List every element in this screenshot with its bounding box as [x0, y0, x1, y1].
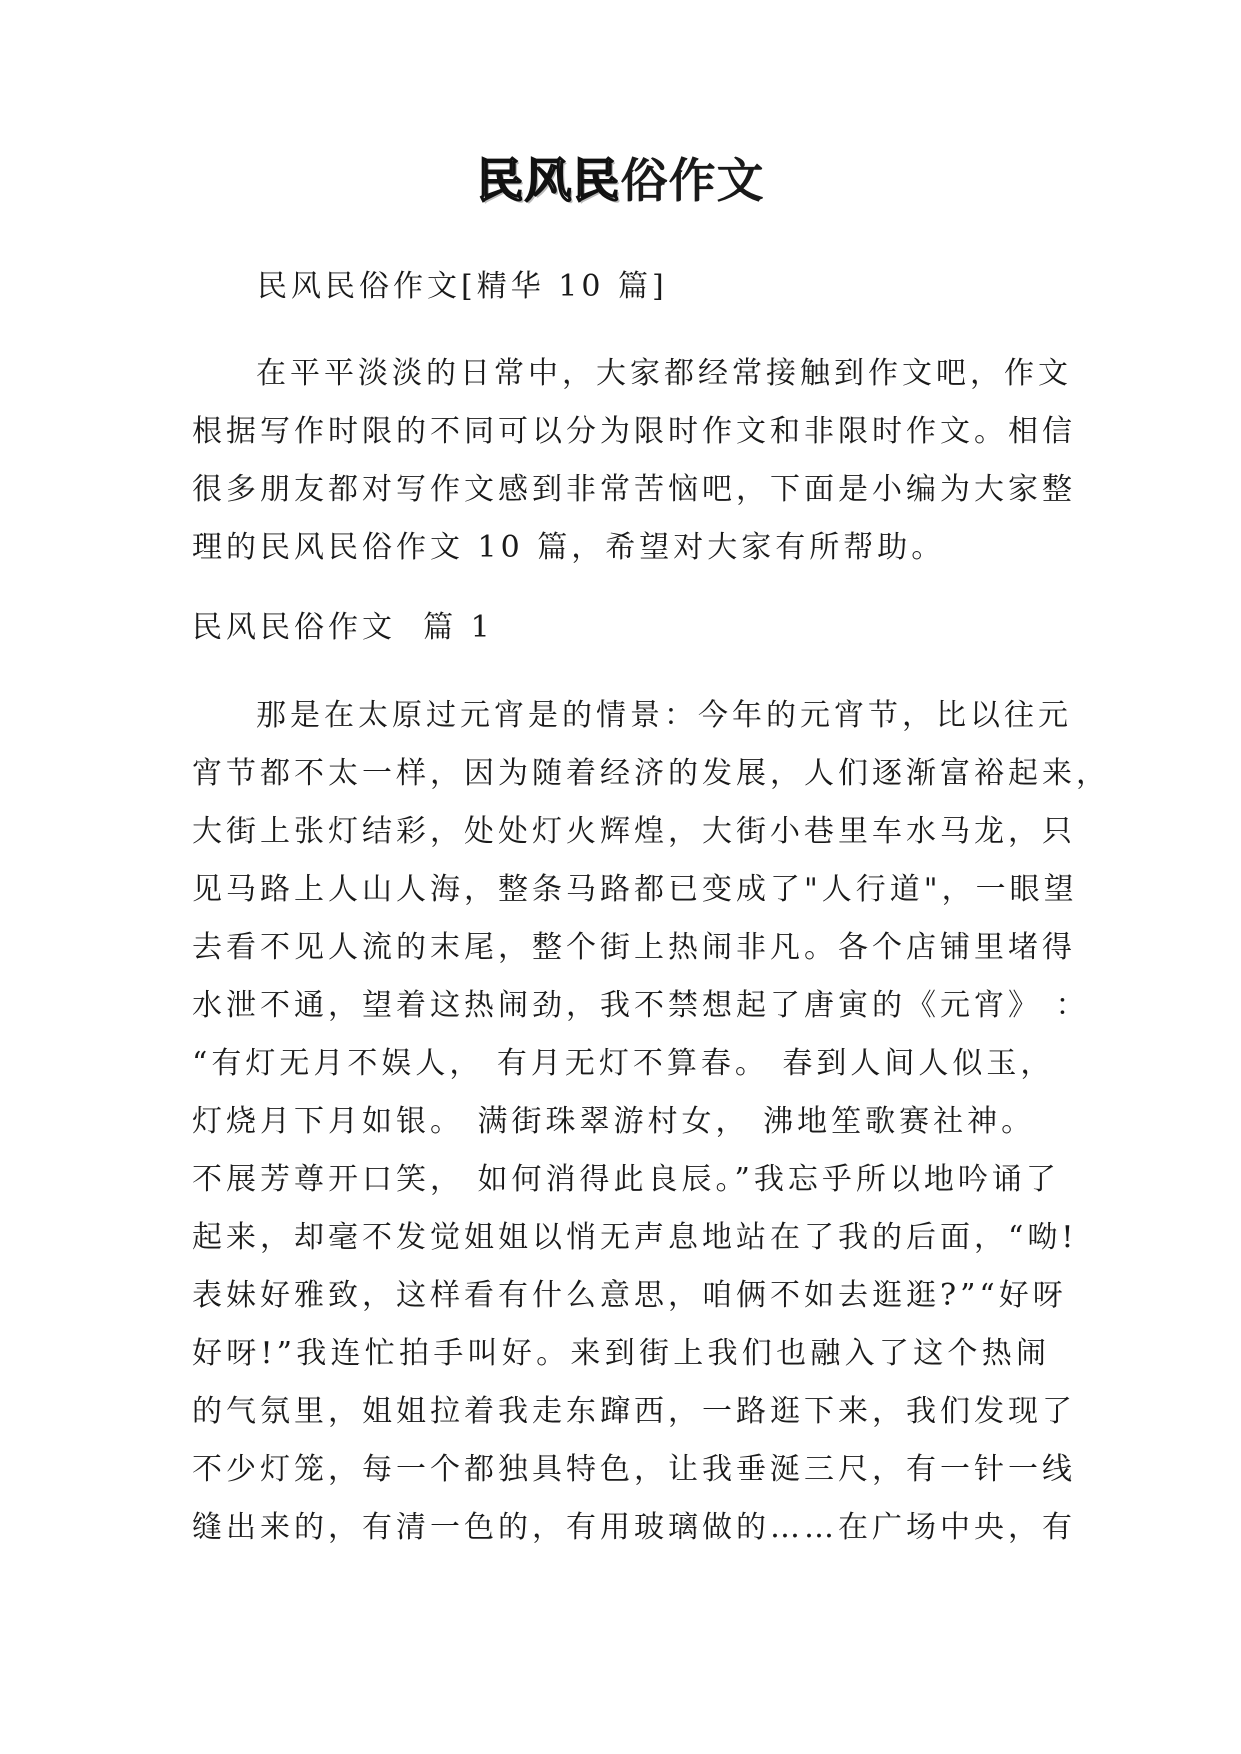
essay-line: 不展芳尊开口笑， 如何消得此良辰。”我忘乎所以地吟诵了: [192, 1162, 1060, 1197]
essay-line: 不少灯笼，每一个都独具特色，让我垂涎三尺，有一针一线: [192, 1452, 1076, 1487]
essay-paragraph: [192, 687, 1110, 1557]
essay-line: 好呀!”我连忙拍手叫好。来到街上我们也融入了这个热闹: [192, 1336, 1050, 1371]
essay-line: 表妹好雅致，这样看有什么意思，咱俩不如去逛逛?”“好呀: [192, 1278, 1067, 1313]
section-heading: [192, 599, 1050, 657]
subtitle-text: 民风民俗作文[精华 10 篇]: [257, 269, 668, 304]
essay-line: 水泄不通，望着这热闹劲，我不禁想起了唐寅的《元宵》 ：: [192, 988, 1090, 1023]
essay-line: 灯烧月下月如银。 满街珠翠游村女， 沸地笙歌赛社神。: [192, 1104, 1036, 1139]
intro-line: 很多朋友都对写作文感到非常苦恼吧，下面是小编为大家整: [192, 472, 1076, 507]
intro-paragraph: [192, 345, 1076, 577]
essay-line: 起来，却毫不发觉姐姐以悄无声息地站在了我的后面，“呦!: [192, 1220, 1078, 1255]
section-title-text: 民风民俗作文 篇 1: [192, 610, 494, 645]
intro-line: 理的民风民俗作文 10 篇，希望对大家有所帮助。: [192, 530, 946, 565]
essay-line: “有灯无月不娱人， 有月无灯不算春。 春到人间人似玉，: [192, 1046, 1055, 1081]
essay-line: 去看不见人流的末尾，整个街上热闹非凡。各个店铺里堵得: [192, 930, 1076, 965]
essay-line: 大街上张灯结彩，处处灯火辉煌，大街小巷里车水马龙，只: [192, 814, 1076, 849]
title-outlined-part: 民风民: [476, 154, 621, 209]
document-title: [0, 150, 1241, 214]
intro-line: 在平平淡淡的日常中，大家都经常接触到作文吧，作文: [256, 356, 1072, 391]
essay-line: 缝出来的，有清一色的，有用玻璃做的……在广场中央，有: [192, 1510, 1076, 1545]
essay-line: 那是在太原过元宵是的情景：今年的元宵节，比以往元: [256, 698, 1072, 733]
essay-line: 见马路上人山人海，整条马路都已变成了"人行道"，一眼望: [192, 872, 1078, 907]
essay-line: 宵节都不太一样，因为随着经济的发展，人们逐渐富裕起来，: [192, 756, 1110, 791]
document-subtitle: [257, 258, 1057, 316]
title-plain-part: 俗作文: [620, 154, 765, 209]
intro-line: 根据写作时限的不同可以分为限时作文和非限时作文。相信: [192, 414, 1076, 449]
essay-line: 的气氛里，姐姐拉着我走东蹿西，一路逛下来，我们发现了: [192, 1394, 1076, 1429]
